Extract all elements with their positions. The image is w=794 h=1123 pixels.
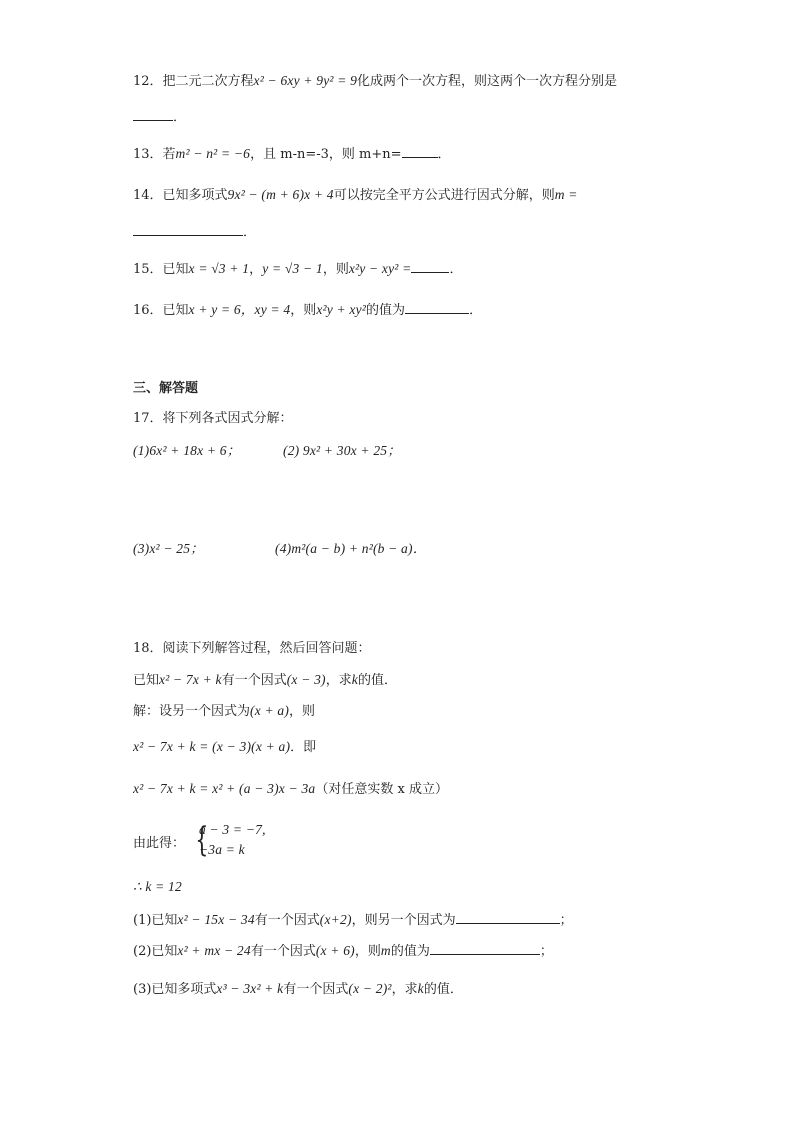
q14-end: ． [243, 225, 257, 240]
q15-end: ． [449, 262, 463, 277]
question-15 [133, 260, 462, 279]
q13-mid: ，且 m-n=-3，则 m+n= [250, 147, 402, 162]
q18-s1-end: ； [559, 913, 573, 928]
question-17-title: 17．将下列各式因式分解： [133, 411, 293, 426]
q14-text: 14．已知多项式 [133, 188, 228, 203]
q18-s3-formula: x³ − 3x² + k [216, 981, 284, 996]
q18-s3-k: k [417, 981, 424, 996]
q13-blank[interactable] [402, 145, 438, 158]
question-13 [133, 145, 451, 164]
q14-tail: 可以按完全平方公式进行因式分解，则 [333, 188, 555, 203]
question-14-answer [133, 223, 256, 242]
q18-sys-eq2: −3a = k [199, 842, 245, 857]
q16-formula-expr: x²y + xy² [316, 302, 367, 317]
q15-formula-y: y = √3 − 1 [262, 261, 323, 276]
q13-text: 13．若 [133, 147, 176, 162]
q18-s3-a: (3)已知多项式 [133, 982, 217, 997]
q18-given-b: 有一个因式 [221, 673, 287, 688]
q18-sys-eq1: a − 3 = −7, [199, 822, 266, 837]
q16-blank[interactable] [405, 301, 469, 314]
question-14 [133, 186, 578, 205]
q18-eq1: x² − 7x + k = (x − 3)(x + a) [133, 739, 291, 754]
q18-given [133, 671, 397, 690]
q18-thus: 由此得： [133, 836, 186, 851]
q18-sub-3 [133, 980, 463, 999]
q18-s3-b: 有一个因式 [283, 982, 349, 997]
q18-s3-factor: (x − 2)² [348, 981, 392, 996]
q18-s3-c: ，求 [391, 982, 418, 997]
q16-text: 16．已知 [133, 303, 189, 318]
q16-tail: 的值为 [366, 303, 406, 318]
q18-given-formula: x² − 7x + k [159, 672, 222, 687]
q13-formula: m² − n² = −6 [175, 146, 251, 161]
question-12 [133, 72, 617, 91]
question-16 [133, 301, 482, 320]
q17-part-4: (4)m²(a − b) + n²(b − a)． [275, 541, 427, 556]
q18-solution-intro [133, 702, 315, 721]
q18-given-a: 已知 [133, 673, 160, 688]
q18-s1-b: 有一个因式 [254, 913, 320, 928]
q18-s2-a: (2)已知 [133, 944, 178, 959]
q15-text: 15．已知 [133, 262, 189, 277]
q14-formula: 9x² − (m + 6)x + 4 [227, 187, 334, 202]
question-18-title: 18．阅读下列解答过程，然后回答问题： [133, 641, 371, 656]
q15-formula-expr: x²y − xy² = [348, 261, 412, 276]
q12-tail: 化成两个一次方程，则这两个一次方程分别是 [357, 74, 618, 89]
q18-sub-1 [133, 911, 573, 930]
q18-sol-b: ，则 [289, 704, 316, 719]
q12-formula: x² − 6xy + 9y² = 9 [253, 73, 358, 88]
q15-blank[interactable] [411, 260, 449, 273]
q18-eq2: x² − 7x + k = x² + (a − 3)x − 3a [133, 781, 316, 796]
q15-formula-x: x = √3 + 1 [188, 261, 250, 276]
q18-equation-1 [133, 738, 316, 757]
q17-part-1: (1)6x² + 18x + 6； [133, 443, 241, 458]
q18-system-lines [199, 820, 266, 860]
q17-part-3: (3)x² − 25； [133, 541, 204, 556]
q18-s1-a: (1)已知 [133, 913, 178, 928]
q18-sol-a: 解：设另一个因式为 [133, 704, 251, 719]
section-heading: 三、解答题 [133, 381, 199, 396]
q18-s2-formula: x² + mx − 24 [177, 943, 251, 958]
q18-s2-m: m [380, 943, 391, 958]
q18-s2-blank[interactable] [430, 942, 540, 955]
q14-blank[interactable] [133, 223, 243, 236]
q14-m: m = [554, 187, 578, 202]
q18-s2-d: 的值为 [390, 944, 430, 959]
q18-s3-d: 的值． [423, 982, 463, 997]
q18-s1-c: ，则另一个因式为 [351, 913, 456, 928]
q13-end: ． [437, 147, 451, 162]
q18-s2-c: ，则 [354, 944, 381, 959]
q18-s1-blank[interactable] [456, 911, 560, 924]
q18-eq1-tail: ．即 [290, 740, 317, 755]
q17-part-2: (2) 9x² + 30x + 25； [283, 443, 401, 458]
q18-given-d: 的值． [357, 673, 397, 688]
q18-s2-b: 有一个因式 [250, 944, 316, 959]
q18-sub-2 [133, 942, 553, 961]
q18-s2-end: ； [539, 944, 553, 959]
q18-sol-factor: (x + a) [250, 703, 290, 718]
q12-blank[interactable] [133, 108, 173, 121]
q18-s1-factor: (x+2) [319, 912, 352, 927]
q16-formula-given: x + y = 6，xy = 4 [188, 302, 291, 317]
q18-given-k: k [351, 672, 358, 687]
q15-mid: ，则 [322, 262, 349, 277]
q16-mid: ，则 [290, 303, 317, 318]
q18-result: ∴ k = 12 [133, 879, 182, 894]
question-12-answer [133, 108, 186, 127]
q18-s2-factor: (x + 6) [315, 943, 355, 958]
q18-s1-formula: x² − 15x − 34 [177, 912, 255, 927]
q18-given-c: ，求 [325, 673, 352, 688]
q18-equation-2 [133, 780, 448, 799]
q15-sep: ， [249, 262, 263, 277]
q12-text: 12．把二元二次方程 [133, 74, 254, 89]
q12-end: ． [173, 110, 187, 125]
q16-end: ． [469, 303, 483, 318]
q18-given-factor: (x − 3) [286, 672, 326, 687]
q18-eq2-note: （对任意实数 x 成立） [315, 782, 448, 797]
left-brace-icon: { [195, 820, 209, 860]
